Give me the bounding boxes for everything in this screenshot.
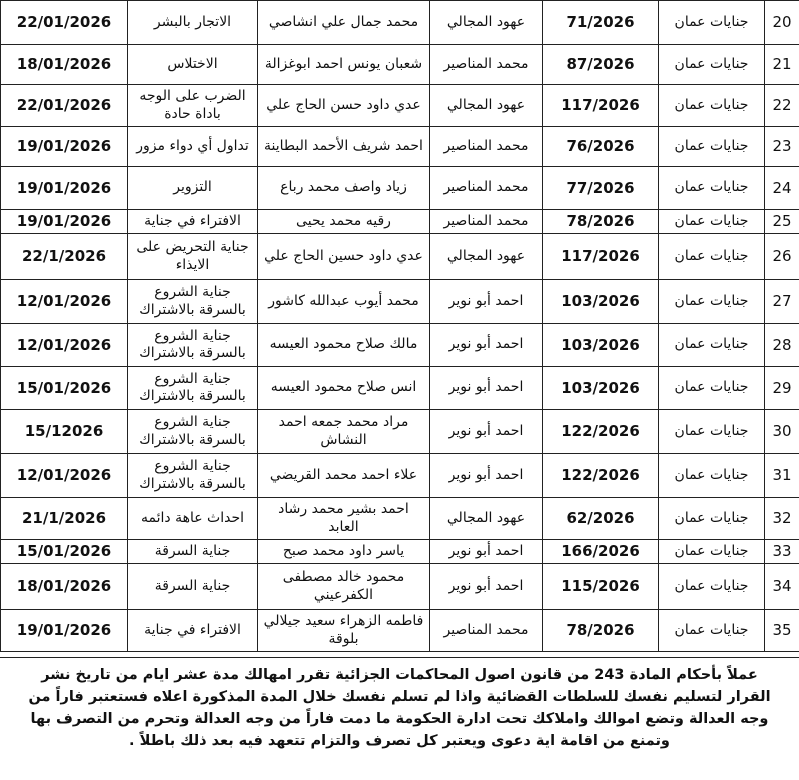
cell-date: 22/1/2026 (1, 234, 128, 280)
cell-judge: محمد المناصير (430, 127, 543, 167)
table-row (1, 167, 799, 210)
cell-date: 15/01/2026 (1, 367, 128, 410)
cell-crime: احداث عاهة دائمه (128, 498, 258, 540)
cell-judge: احمد أبو نوير (430, 454, 543, 498)
cell-case: 78/2026 (543, 210, 659, 234)
cell-num: 24 (765, 167, 799, 210)
cell-crime: الافتراء في جناية (128, 610, 258, 652)
cell-crime: جناية السرقة (128, 564, 258, 610)
cell-case: 78/2026 (543, 610, 659, 652)
cell-court: جنايات عمان (659, 498, 765, 540)
cell-crime: جناية الشروع بالسرقة بالاشتراك (128, 454, 258, 498)
cell-num: 29 (765, 367, 799, 410)
cell-name: احمد شريف الأحمد البطاينة (258, 127, 430, 167)
cell-judge: عهود المجالي (430, 498, 543, 540)
cell-case: 71/2026 (543, 1, 659, 45)
cell-name: ياسر داود محمد صبح (258, 540, 430, 564)
table-row (1, 85, 799, 127)
table-row (1, 45, 799, 85)
cell-crime: جناية التحريض على الايذاء (128, 234, 258, 280)
cell-case: 117/2026 (543, 234, 659, 280)
cell-date: 12/01/2026 (1, 280, 128, 324)
cell-date: 19/01/2026 (1, 167, 128, 210)
legal-notice (0, 657, 799, 780)
legal-notice-text: عملاً بأحكام المادة 243 من قانون اصول المحاكمات الجزائية تقرر امهالك مدة عشر ايام من تاريخ نشر القرار لتسليم نفسك للسلطات القضائية واذا لم تسلم نفسك خلال المدة المذكورة اعلاه فستعتبر فاراً من وجه العدالة وتضع اموالك واملاكك تحت ادارة الحكومة ما دمت فاراً من وجه العدالة وتحرم من التصرف بها وتمنع من اقامة اية دعوى ويعتبر كل تصرف والتزام تتعهد فيه بعد ذلك باطلاً . (28, 667, 771, 749)
table-row (1, 234, 799, 280)
table-row (1, 1, 799, 45)
cell-court: جنايات عمان (659, 167, 765, 210)
cell-name: مالك صلاح محمود العيسه (258, 324, 430, 367)
cell-court: جنايات عمان (659, 127, 765, 167)
cell-date: 18/01/2026 (1, 45, 128, 85)
table-row (1, 610, 799, 652)
cell-judge: محمد المناصير (430, 210, 543, 234)
table-row (1, 564, 799, 610)
cell-num: 27 (765, 280, 799, 324)
cell-case: 62/2026 (543, 498, 659, 540)
cell-crime: جناية الشروع بالسرقة بالاشتراك (128, 367, 258, 410)
cell-court: جنايات عمان (659, 324, 765, 367)
cell-name: فاطمه الزهراء سعيد جيلالي بلوقة (258, 610, 430, 652)
table-row (1, 498, 799, 540)
cell-name: محمود خالد مصطفى الكفرعيني (258, 564, 430, 610)
cell-judge: احمد أبو نوير (430, 324, 543, 367)
cell-crime: جناية السرقة (128, 540, 258, 564)
cell-name: عدي داود حسين الحاج علي (258, 234, 430, 280)
cell-court: جنايات عمان (659, 367, 765, 410)
cell-date: 15/12026 (1, 410, 128, 454)
cell-name: علاء احمد محمد القريضي (258, 454, 430, 498)
cell-num: 30 (765, 410, 799, 454)
cell-court: جنايات عمان (659, 564, 765, 610)
cell-case: 122/2026 (543, 410, 659, 454)
cell-name: محمد أيوب عبدالله كاشور (258, 280, 430, 324)
cell-case: 103/2026 (543, 324, 659, 367)
cell-name: مراد محمد جمعه احمد النشاش (258, 410, 430, 454)
cell-date: 18/01/2026 (1, 564, 128, 610)
table-body (1, 1, 799, 652)
cell-case: 77/2026 (543, 167, 659, 210)
cell-case: 117/2026 (543, 85, 659, 127)
cell-judge: احمد أبو نوير (430, 564, 543, 610)
cell-crime: جناية الشروع بالسرقة بالاشتراك (128, 280, 258, 324)
cell-num: 35 (765, 610, 799, 652)
cell-judge: احمد أبو نوير (430, 410, 543, 454)
cell-judge: عهود المجالي (430, 234, 543, 280)
cell-name: شعبان يونس احمد ابوغزالة (258, 45, 430, 85)
cell-court: جنايات عمان (659, 45, 765, 85)
cell-crime: الضرب على الوجه باداة حادة (128, 85, 258, 127)
cell-court: جنايات عمان (659, 454, 765, 498)
cell-date: 22/01/2026 (1, 1, 128, 45)
cell-name: احمد بشير محمد رشاد العابد (258, 498, 430, 540)
cell-judge: عهود المجالي (430, 85, 543, 127)
cell-date: 21/1/2026 (1, 498, 128, 540)
cell-name: زياد واصف محمد رباع (258, 167, 430, 210)
cell-crime: الاختلاس (128, 45, 258, 85)
cell-judge: محمد المناصير (430, 167, 543, 210)
cell-date: 19/01/2026 (1, 210, 128, 234)
cell-crime: جناية الشروع بالسرقة بالاشتراك (128, 410, 258, 454)
table-row (1, 324, 799, 367)
cell-crime: الافتراء في جناية (128, 210, 258, 234)
cell-judge: احمد أبو نوير (430, 540, 543, 564)
cell-judge: احمد أبو نوير (430, 367, 543, 410)
cell-num: 26 (765, 234, 799, 280)
cell-judge: محمد المناصير (430, 45, 543, 85)
cell-case: 115/2026 (543, 564, 659, 610)
cell-court: جنايات عمان (659, 210, 765, 234)
cell-num: 21 (765, 45, 799, 85)
cell-date: 22/01/2026 (1, 85, 128, 127)
cell-court: جنايات عمان (659, 280, 765, 324)
cell-name: عدي داود حسن الحاج علي (258, 85, 430, 127)
cell-court: جنايات عمان (659, 234, 765, 280)
cell-crime: الاتجار بالبشر (128, 1, 258, 45)
cell-date: 12/01/2026 (1, 454, 128, 498)
cell-case: 103/2026 (543, 367, 659, 410)
table-row (1, 454, 799, 498)
table-row (1, 280, 799, 324)
cell-case: 103/2026 (543, 280, 659, 324)
cell-case: 166/2026 (543, 540, 659, 564)
cell-court: جنايات عمان (659, 410, 765, 454)
cell-judge: عهود المجالي (430, 1, 543, 45)
table-row (1, 210, 799, 234)
cell-crime: تداول أي دواء مزور (128, 127, 258, 167)
cell-crime: التزوير (128, 167, 258, 210)
table-row (1, 410, 799, 454)
cell-judge: محمد المناصير (430, 610, 543, 652)
table-row (1, 540, 799, 564)
cell-num: 31 (765, 454, 799, 498)
cell-name: محمد جمال علي انشاصي (258, 1, 430, 45)
cell-date: 15/01/2026 (1, 540, 128, 564)
cell-judge: احمد أبو نوير (430, 280, 543, 324)
cell-num: 34 (765, 564, 799, 610)
cell-num: 25 (765, 210, 799, 234)
cell-num: 20 (765, 1, 799, 45)
cell-name: رقيه محمد يحيى (258, 210, 430, 234)
cell-num: 23 (765, 127, 799, 167)
cell-num: 28 (765, 324, 799, 367)
cell-court: جنايات عمان (659, 610, 765, 652)
cell-case: 122/2026 (543, 454, 659, 498)
cell-case: 76/2026 (543, 127, 659, 167)
table-row (1, 367, 799, 410)
cell-num: 32 (765, 498, 799, 540)
cell-date: 19/01/2026 (1, 610, 128, 652)
cell-crime: جناية الشروع بالسرقة بالاشتراك (128, 324, 258, 367)
cell-num: 22 (765, 85, 799, 127)
cell-date: 12/01/2026 (1, 324, 128, 367)
table-row (1, 127, 799, 167)
cell-name: انس صلاح محمود العيسه (258, 367, 430, 410)
cell-court: جنايات عمان (659, 1, 765, 45)
cell-court: جنايات عمان (659, 85, 765, 127)
cell-num: 33 (765, 540, 799, 564)
cell-date: 19/01/2026 (1, 127, 128, 167)
cell-case: 87/2026 (543, 45, 659, 85)
cell-court: جنايات عمان (659, 540, 765, 564)
